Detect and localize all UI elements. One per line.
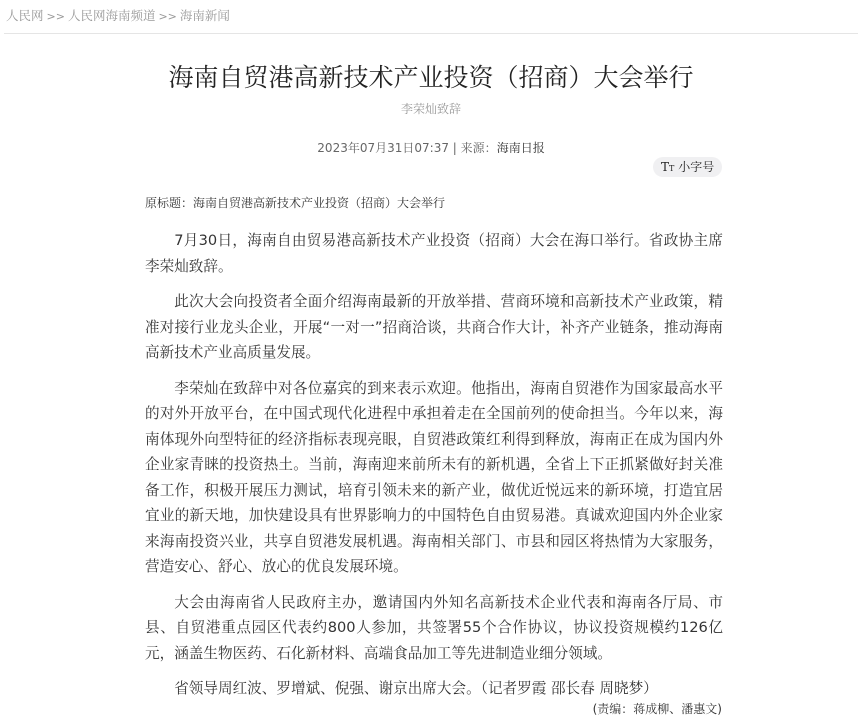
breadcrumb <box>6 6 230 24</box>
paragraph: 大会由海南省人民政府主办，邀请国内外知名高新技术企业代表和海南各厅局、市县、自贸港重点园区代表约800人参加，共签署55个合作协议，协议投资规模约126亿元，涵盖生物医药、石化新材料、高端食品加工等先进制造业细分领域。 <box>145 593 723 662</box>
paragraph: 李荣灿在致辞中对各位嘉宾的到来表示欢迎。他指出，海南自贸港作为国家最高水平的对外开放平台，在中国式现代化进程中承担着走在全国前列的使命担当。今年以来，海南体现外向型特征的经济指标表现亮眼，自贸港政策红利得到释放，海南正在成为国内外企业家青睐的投资热土。当前，海南迎来前所未有的新机遇，全省上下正抓紧做好封关准备工作，积极开展压力测试，培育引领未来的新产业，做优近悦远来的新环境，打造宜居宜业的新天地，加快建设具有世界影响力的中国特色自由贸易港。真诚欢迎国内外企业家来海南投资兴业，共享自贸港发展机遇。海南相关部门、市县和园区将热情为大家服务，营造安心、舒心、放心的优良发展环境。 <box>145 379 723 575</box>
breadcrumb-separator: >> <box>46 10 65 23</box>
article-meta <box>0 139 862 156</box>
font-size-button[interactable] <box>653 157 722 177</box>
font-size-label: 小字号 <box>678 160 715 174</box>
divider <box>4 33 858 34</box>
page-title: 海南自贸港高新技术产业投资（招商）大会举行 <box>168 63 694 92</box>
article-body <box>145 228 723 712</box>
breadcrumb-link-people[interactable]: 人民网 <box>6 8 44 23</box>
meta-separator: | <box>452 141 457 155</box>
subtitle: 李荣灿致辞 <box>400 102 461 116</box>
breadcrumb-link-hainan-news[interactable]: 海南新闻 <box>179 8 230 23</box>
font-size-icon: TT <box>661 160 675 174</box>
source-link[interactable]: 海南日报 <box>496 141 545 155</box>
source-label: 来源： <box>460 141 497 155</box>
breadcrumb-link-hainan-channel[interactable]: 人民网海南频道 <box>67 8 156 23</box>
breadcrumb-separator: >> <box>158 10 177 23</box>
paragraph: 7月30日，海南自由贸易港高新技术产业投资（招商）大会在海口举行。省政协主席李荣灿致辞。 <box>145 232 723 275</box>
paragraph: 此次大会向投资者全面介绍海南最新的开放举措、营商环境和高新技术产业政策，精准对接行业龙头企业，开展“一对一”招商洽谈，共商合作大计，补齐产业链条，推动海南高新技术产业高质量发展。 <box>145 293 723 361</box>
paragraph: 省领导周红波、罗增斌、倪强、谢京出席大会。（记者罗霞 邵长春 周晓梦） <box>174 680 658 697</box>
publish-datetime: 2023年07月31日07:37 <box>317 141 449 155</box>
original-title: 原标题：海南自贸港高新技术产业投资（招商）大会举行 <box>145 196 446 210</box>
editor-credit: (责编：蒋成柳、潘惠文) <box>592 702 722 716</box>
